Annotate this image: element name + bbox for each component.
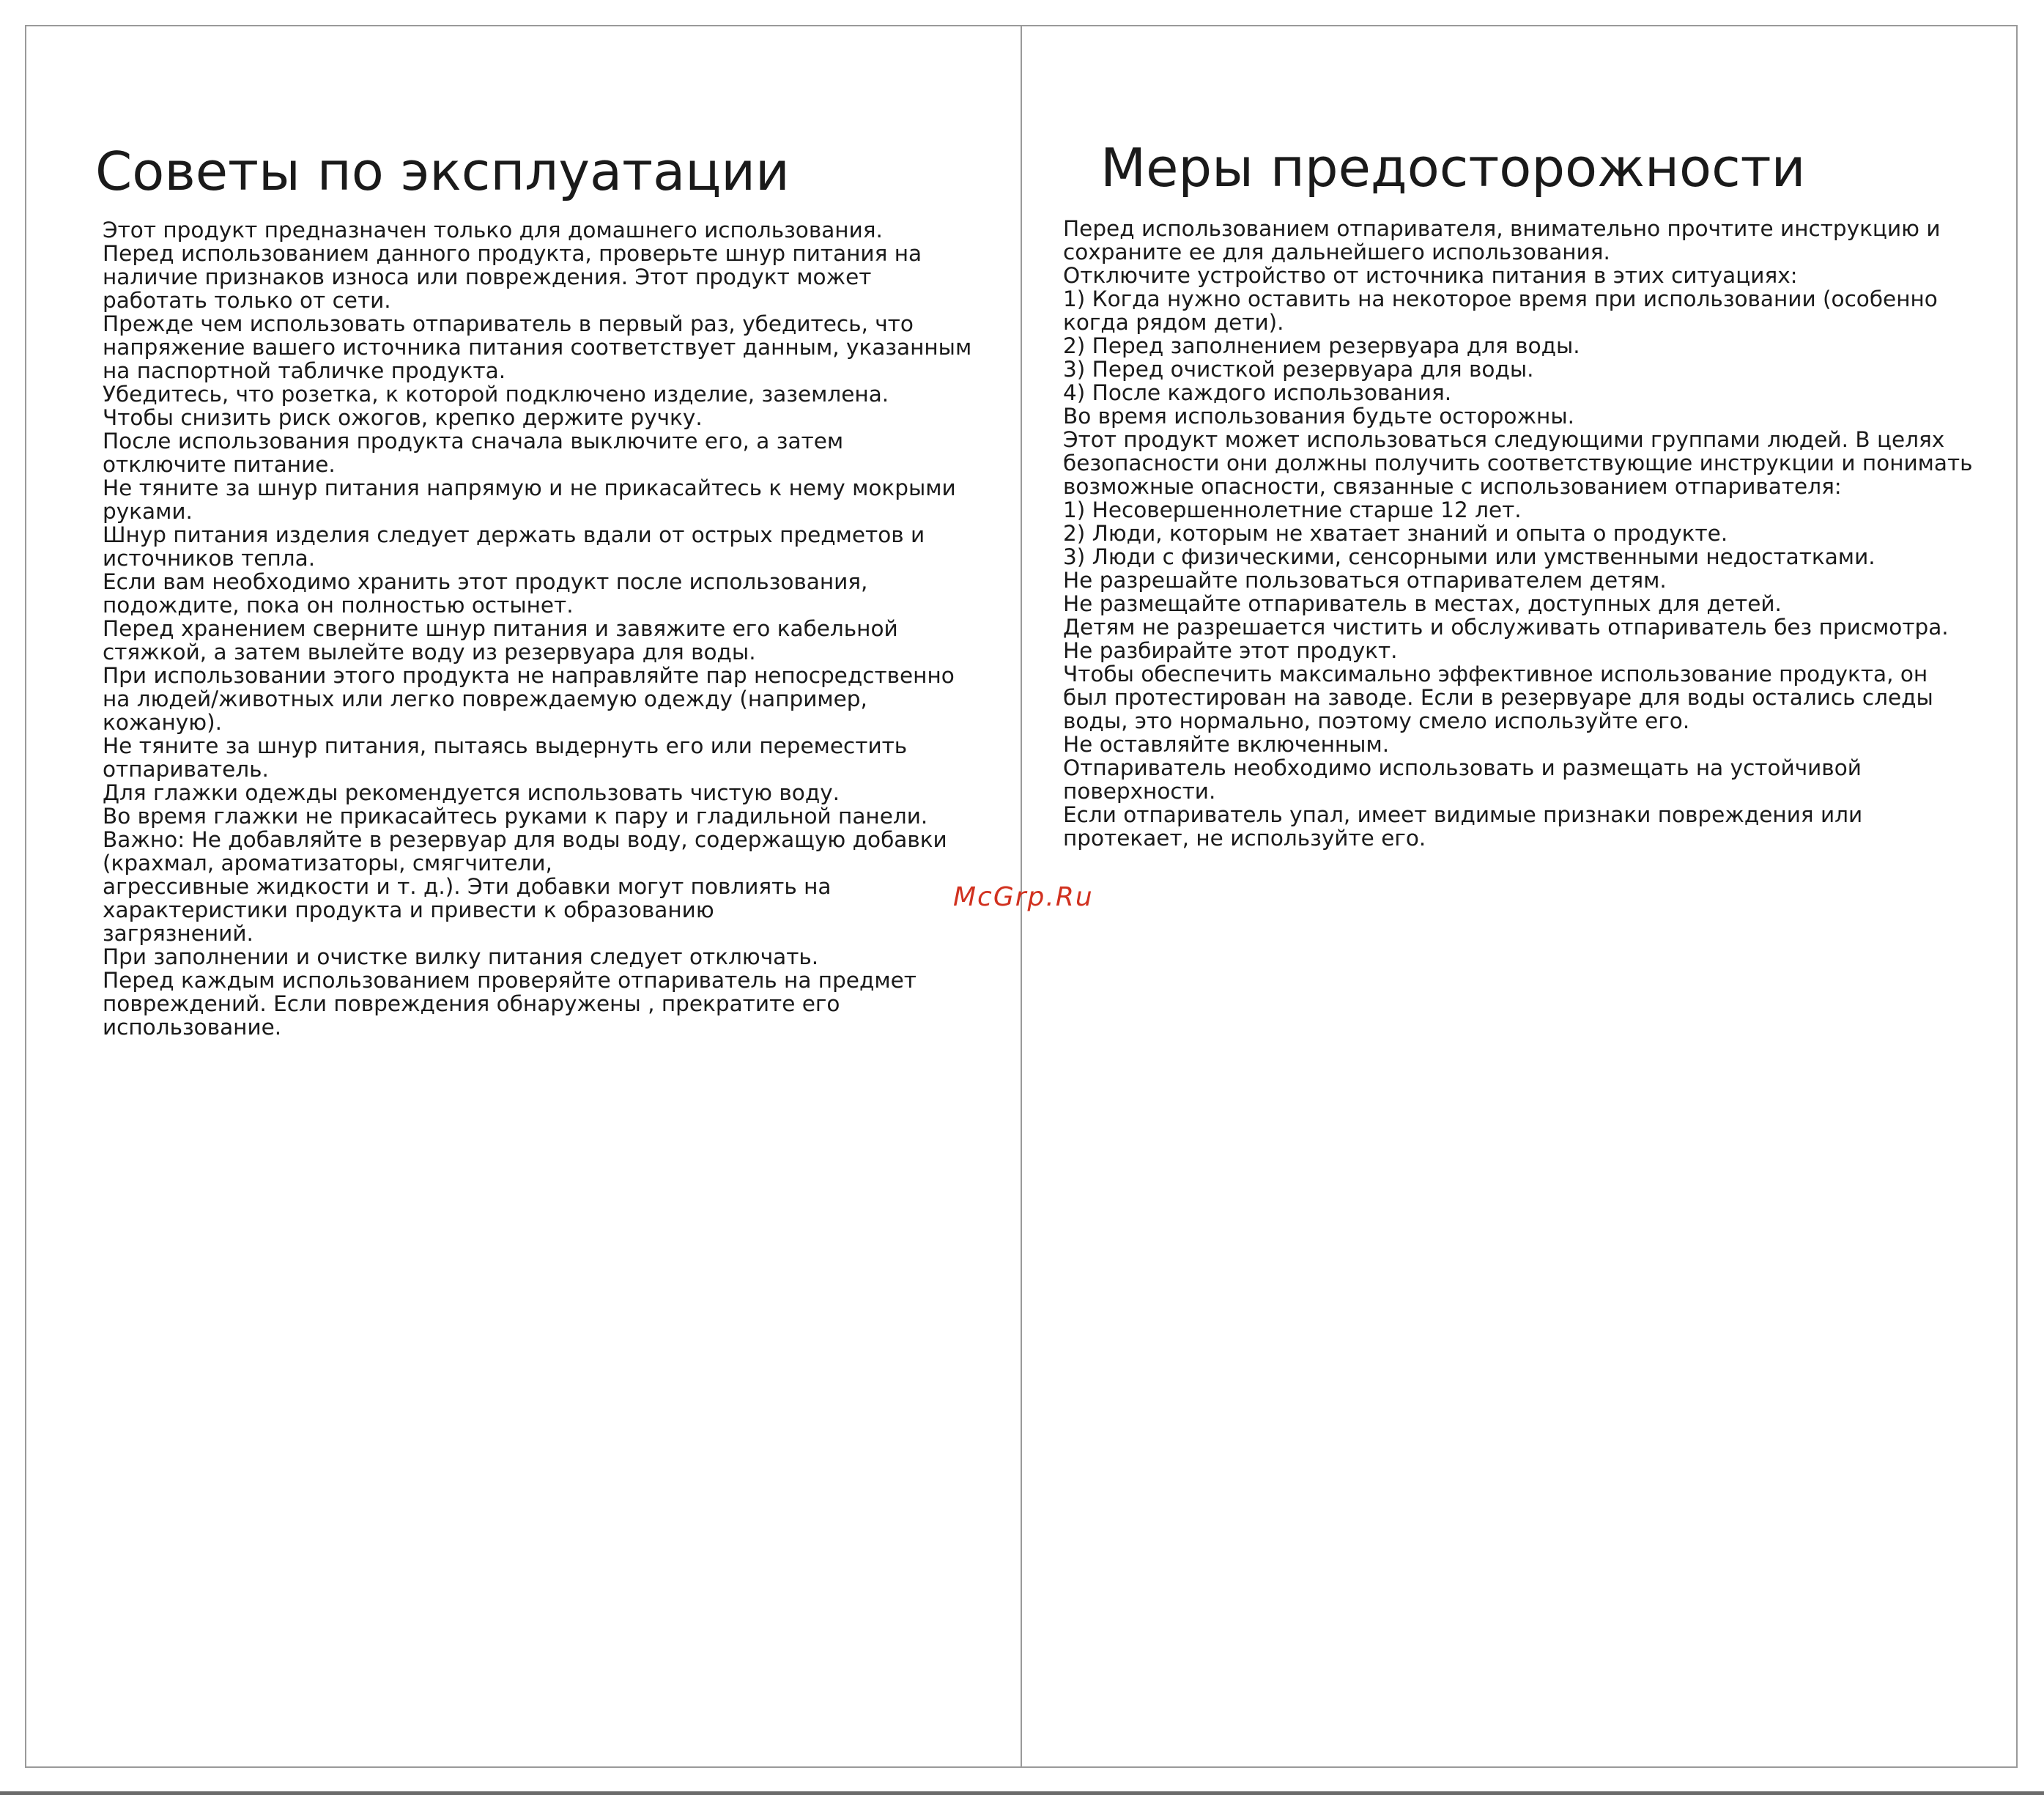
text-line: При заполнении и очистке вилку питания следует отключать. [103, 944, 819, 969]
text-line: Перед хранением сверните шнур питания и завяжите его кабельной [103, 616, 898, 641]
text-line: агрессивные жидкости и т. д.). Эти добавки могут повлиять на [103, 874, 832, 899]
text-line: Убедитесь, что розетка, к которой подключено изделие, заземлена. [103, 382, 889, 407]
bottom-border-line [0, 1791, 2044, 1795]
text-line: Детям не разрешается чистить и обслуживать отпариватель без присмотра. [1063, 615, 1949, 640]
text-line: Не разбирайте этот продукт. [1063, 638, 1398, 663]
text-line: кожаную). [103, 710, 222, 735]
text-line: Важно: Не добавляйте в резервуар для воды воду, содержащую добавки [103, 827, 947, 852]
text-line: на паспортной табличке продукта. [103, 358, 506, 383]
text-line: руками. [103, 499, 193, 524]
text-line: Если вам необходимо хранить этот продукт после использования, [103, 569, 868, 594]
text-line: отключите питание. [103, 452, 336, 477]
safety-precautions-title: Меры предосторожности [1100, 137, 1806, 199]
text-line: Отпариватель необходимо использовать и размещать на устойчивой [1063, 755, 1862, 780]
text-line: Не разрешайте пользоваться отпаривателем детям. [1063, 568, 1667, 593]
text-line: 3) Люди с физическими, сенсорными или умственными недостатками. [1063, 544, 1875, 569]
text-line: стяжкой, а затем вылейте воду из резервуара для воды. [103, 640, 756, 665]
text-line: Чтобы обеспечить максимально эффективное использование продукта, он [1063, 662, 1928, 686]
text-line: наличие признаков износа или повреждения. Этот продукт может [103, 264, 872, 289]
text-line: был протестирован на заводе. Если в резервуаре для воды остались следы [1063, 685, 1933, 710]
text-line: Этот продукт предназначен только для домашнего использования. [103, 218, 883, 243]
text-line: когда рядом дети). [1063, 310, 1284, 335]
text-line: подождите, пока он полностью остынет. [103, 593, 574, 618]
text-line: протекает, не используйте его. [1063, 826, 1426, 851]
safety-precautions-text [1063, 217, 2004, 850]
operating-tips-title: Советы по эксплуатации [95, 141, 790, 202]
text-line: безопасности они должны получить соответствующие инструкции и понимать [1063, 451, 1973, 475]
text-line: загрязнений. [103, 921, 253, 946]
text-line: напряжение вашего источника питания соответствует данным, указанным [103, 335, 972, 360]
text-line: Не оставляйте включенным. [1063, 732, 1390, 757]
text-line: Если отпариватель упал, имеет видимые признаки повреждения или [1063, 802, 1863, 827]
text-line: Перед использованием данного продукта, проверьте шнур питания на [103, 241, 922, 266]
text-line: 3) Перед очисткой резервуара для воды. [1063, 357, 1534, 382]
text-line: Во время использования будьте осторожны. [1063, 404, 1575, 429]
text-line: 2) Люди, которым не хватает знаний и опыта о продукте. [1063, 521, 1728, 546]
text-line: использование. [103, 1015, 282, 1040]
text-line: 1) Когда нужно оставить на некоторое время при использовании (особенно [1063, 286, 1938, 311]
text-line: поверхности. [1063, 779, 1216, 804]
text-line: Прежде чем использовать отпариватель в первый раз, убедитесь, что [103, 311, 914, 336]
watermark-text: McGrp.Ru [953, 882, 1094, 912]
text-line: 1) Несовершеннолетние старше 12 лет. [1063, 497, 1522, 522]
text-line: возможные опасности, связанные с использованием отпаривателя: [1063, 474, 1842, 499]
text-line: отпариватель. [103, 757, 269, 782]
text-line: Перед каждым использованием проверяйте отпариватель на предмет [103, 968, 917, 993]
text-line: сохраните ее для дальнейшего использования. [1063, 240, 1610, 264]
text-line: Чтобы снизить риск ожогов, крепко держите ручку. [103, 405, 703, 430]
text-line: Отключите устройство от источника питания в этих ситуациях: [1063, 263, 1798, 288]
text-line: характеристики продукта и привести к образованию [103, 898, 714, 922]
text-line: После использования продукта сначала выключите его, а затем [103, 429, 844, 454]
text-line: (крахмал, ароматизаторы, смягчители, [103, 851, 552, 876]
text-line: Не размещайте отпариватель в местах, доступных для детей. [1063, 591, 1782, 616]
text-line: 2) Перед заполнением резервуара для воды. [1063, 333, 1580, 358]
text-line: источников тепла. [103, 546, 316, 571]
text-line: на людей/животных или легко повреждаемую одежду (например, [103, 686, 867, 711]
text-line: 4) После каждого использования. [1063, 380, 1452, 405]
operating-tips-text [103, 218, 1015, 1039]
text-line: повреждений. Если повреждения обнаружены , прекратите его [103, 991, 840, 1016]
text-line: воды, это нормально, поэтому смело используйте его. [1063, 708, 1690, 733]
text-line: Этот продукт может использоваться следующими группами людей. В целях [1063, 427, 1945, 452]
text-line: Перед использованием отпаривателя, внимательно прочтите инструкцию и [1063, 216, 1941, 241]
text-line: Во время глажки не прикасайтесь руками к пару и гладильной панели. [103, 804, 928, 829]
text-line: Не тяните за шнур питания, пытаясь выдернуть его или переместить [103, 733, 908, 758]
text-line: Для глажки одежды рекомендуется использовать чистую воду. [103, 780, 840, 805]
text-line: При использовании этого продукта не направляйте пар непосредственно [103, 663, 955, 688]
text-line: Не тяните за шнур питания напрямую и не прикасайтесь к нему мокрыми [103, 475, 956, 500]
text-line: работать только от сети. [103, 288, 391, 313]
text-line: Шнур питания изделия следует держать вдали от острых предметов и [103, 522, 925, 547]
